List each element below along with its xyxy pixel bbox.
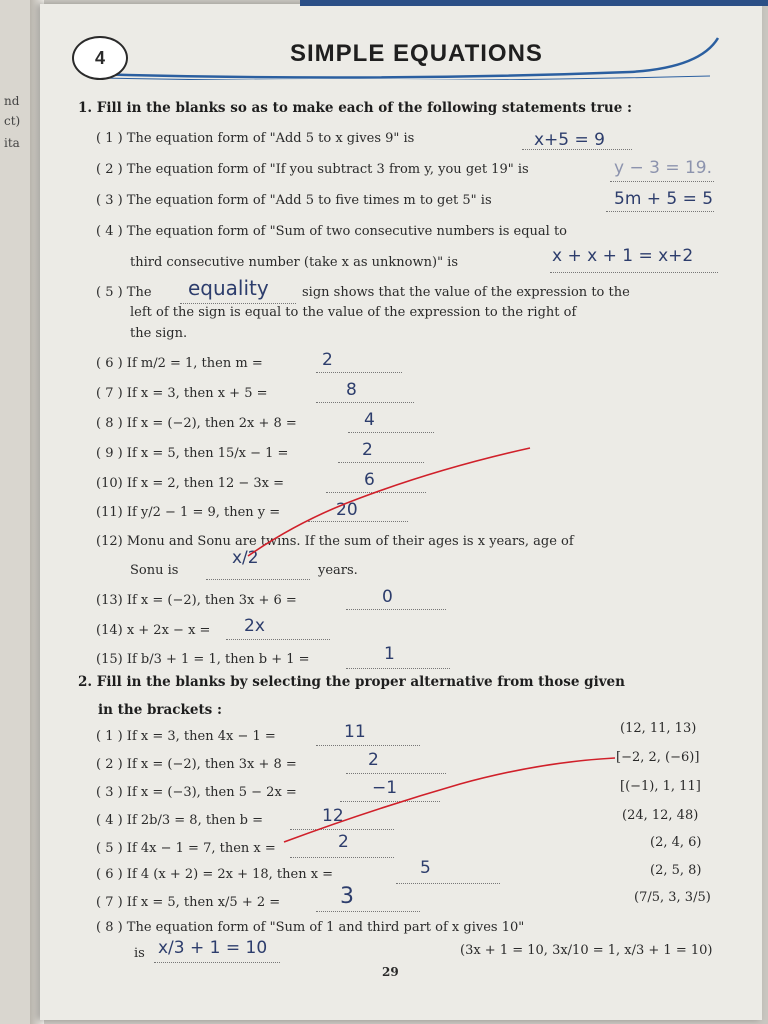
question-text: sign shows that the value of the expression to the: [302, 285, 630, 300]
handwritten-answer: 2: [322, 350, 333, 370]
handwritten-answer: x/2: [232, 548, 259, 568]
question-text: left of the sign is equal to the value of the expression to the right of: [130, 305, 577, 320]
question-text: (10) If x = 2, then 12 − 3x =: [96, 476, 285, 491]
question-text: ( 8 ) If x = (−2), then 2x + 8 =: [96, 416, 297, 431]
question-text: (14) x + 2x − x =: [96, 623, 211, 638]
question-text: ( 9 ) If x = 5, then 15/x − 1 =: [96, 446, 289, 461]
margin-fragment: ct): [4, 114, 21, 128]
question-text: ( 1 ) The equation form of "Add 5 to x gives 9" is: [96, 131, 415, 146]
answer-options: (24, 12, 48): [622, 808, 699, 823]
question-text: ( 3 ) The equation form of "Add 5 to five times m to get 5" is: [96, 193, 492, 208]
handwritten-answer: x/3 + 1 = 10: [158, 938, 268, 958]
answer-options: (2, 5, 8): [650, 863, 702, 878]
handwritten-answer: 12: [322, 806, 344, 826]
margin-fragment: nd: [4, 94, 20, 108]
chapter-title: SIMPLE EQUATIONS: [290, 40, 543, 67]
handwritten-answer: −1: [372, 778, 398, 798]
question-text: years.: [318, 563, 358, 578]
answer-options: (12, 11, 13): [620, 721, 697, 736]
red-check-stroke-2: [284, 758, 615, 842]
question-text: (12) Monu and Sonu are twins. If the sum of their ages is x years, age of: [96, 534, 574, 549]
question-text: (13) If x = (−2), then 3x + 6 =: [96, 593, 297, 608]
question-text: ( 1 ) If x = 3, then 4x − 1 =: [96, 729, 276, 744]
page-number: 29: [382, 965, 399, 979]
chapter-number-badge: 4: [72, 36, 128, 80]
handwritten-answer: 8: [346, 380, 357, 400]
handwritten-answer: equality: [188, 276, 269, 300]
question-text: is: [134, 946, 145, 961]
margin-fragment: ita: [4, 136, 20, 150]
handwritten-answer: 20: [336, 500, 358, 520]
question-text: ( 4 ) If 2b/3 = 8, then b =: [96, 813, 263, 828]
handwritten-answer: y − 3 = 19.: [614, 158, 713, 178]
question-text: ( 6 ) If 4 (x + 2) = 2x + 18, then x =: [96, 867, 334, 882]
question-text: ( 6 ) If m/2 = 1, then m =: [96, 356, 263, 371]
handwritten-answer: 2x: [244, 616, 265, 636]
answer-options: (7/5, 3, 3/5): [634, 890, 711, 905]
handwritten-answer: x+5 = 9: [534, 130, 605, 150]
question-text: ( 7 ) If x = 5, then x/5 + 2 =: [96, 895, 281, 910]
handwritten-answer: 6: [364, 470, 375, 490]
section-1-heading: 1. Fill in the blanks so as to make each of the following statements true :: [78, 100, 632, 116]
question-text: ( 5 ) If 4x − 1 = 7, then x =: [96, 841, 276, 856]
handwritten-answer: 2: [338, 832, 349, 852]
handwritten-answer: 11: [344, 722, 366, 742]
handwritten-answer: x + x + 1 = x+2: [552, 246, 694, 266]
question-text: ( 2 ) The equation form of "If you subtract 3 from y, you get 19" is: [96, 162, 529, 177]
question-text: (15) If b/3 + 1 = 1, then b + 1 =: [96, 652, 310, 667]
red-check-stroke-1: [248, 448, 530, 556]
handwritten-answer: 4: [364, 410, 375, 430]
handwritten-answer: 3: [340, 884, 354, 909]
question-text: the sign.: [130, 326, 188, 341]
handwritten-answer: 5: [420, 858, 431, 878]
question-text: Sonu is: [130, 563, 179, 578]
handwritten-answer: 2: [362, 440, 373, 460]
answer-options: (3x + 1 = 10, 3x/10 = 1, x/3 + 1 = 10): [460, 943, 713, 958]
question-text: ( 2 ) If x = (−2), then 3x + 8 =: [96, 757, 297, 772]
handwritten-answer: 1: [384, 644, 395, 664]
question-text: third consecutive number (take x as unknown)" is: [130, 255, 459, 270]
question-text: ( 3 ) If x = (−3), then 5 − 2x =: [96, 785, 297, 800]
answer-options: [(−1), 1, 11]: [620, 779, 701, 794]
handwritten-answer: 5m + 5 = 5: [614, 189, 714, 209]
question-text: ( 8 ) The equation form of "Sum of 1 and third part of x gives 10": [96, 920, 525, 935]
question-text: (11) If y/2 − 1 = 9, then y =: [96, 505, 281, 520]
handwritten-answer: 0: [382, 587, 393, 607]
section-2-heading: 2. Fill in the blanks by selecting the proper alternative from those given: [78, 674, 625, 690]
question-text: ( 5 ) The: [96, 285, 152, 300]
question-text: ( 7 ) If x = 3, then x + 5 =: [96, 386, 268, 401]
question-text: ( 4 ) The equation form of "Sum of two consecutive numbers is equal to: [96, 224, 568, 239]
answer-options: (2, 4, 6): [650, 835, 702, 850]
handwritten-answer: 2: [368, 750, 379, 770]
section-2-heading-cont: in the brackets :: [98, 702, 222, 718]
answer-options: [−2, 2, (−6)]: [616, 750, 700, 765]
